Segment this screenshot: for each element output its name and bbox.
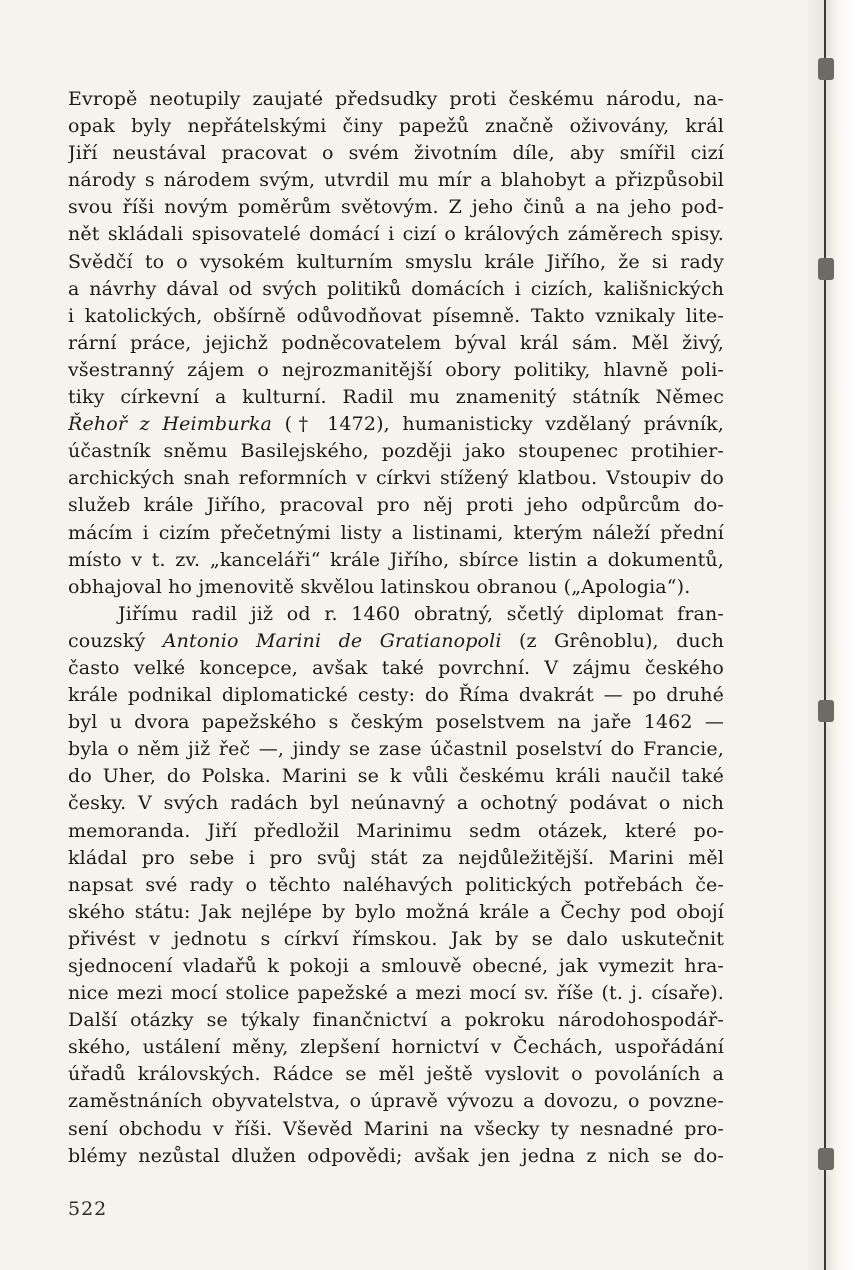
text-line: opak byly nepřátelskými činy papežů značně oživovány, král	[68, 115, 724, 138]
text-line: byl u dvora papežského s českým poselstvem na jaře 1462 —	[68, 711, 724, 734]
text-line: ského státu: Jak nejlépe by bylo možná krále a Čechy pod obojí	[68, 900, 724, 923]
text-line: obhajoval ho jmenovitě skvělou latinskou obranou („Apologia“).	[68, 575, 691, 598]
text-line: národy s národem svým, utvrdil mu mír a blahobyt a přizpůsobil	[68, 169, 724, 192]
text-line: přivést v jednotu s církví římskou. Jak by se dalo uskutečnit	[68, 927, 724, 950]
text-line: účastník sněmu Basilejského, později jako stoupenec protihier-	[68, 440, 724, 463]
text-span: (z Grênoblu), duch	[518, 629, 724, 652]
text-line: ského, ustálení měny, zlepšení hornictví v Čechách, uspořádání	[68, 1036, 724, 1059]
text-line: nice mezi mocí stolice papežské a mezi mocí sv. říše (t. j. císaře).	[68, 982, 724, 1005]
binding-clip	[818, 700, 834, 722]
text-line: i katolických, obšírně odůvodňovat písemně. Takto vznikaly lite-	[68, 304, 724, 327]
text-line: byla o něm již řeč —, jindy se zase účastnil poselství do Francie,	[68, 738, 724, 761]
text-line: sjednocení vladařů k pokoji a smlouvě obecné, jak vymezit hra-	[68, 955, 724, 977]
text-line: a návrhy dával od svých politiků domácích i cizích, kališnických	[68, 277, 724, 300]
text-line: česky. V svých radách byl neúnavný a ochotný podávat o nich	[68, 792, 724, 815]
text-line: napsat své rady o těchto naléhavých politických potřebách če-	[68, 873, 724, 896]
text-line: služeb krále Jiřího, pracoval pro něj proti jeho odpůrcům do-	[68, 494, 724, 517]
binding-clip	[818, 58, 834, 80]
page-number: 522	[68, 1198, 108, 1220]
text-line: kládal pro sebe i pro svůj stát za nejdůležitější. Marini měl	[68, 846, 724, 869]
page-edge	[808, 0, 856, 1270]
text-span: († 1472), humanisticky vzdělaný právník,	[284, 413, 724, 436]
text-line: úřadů královských. Rádce se měl ještě vyslovit o povoláních a	[68, 1063, 724, 1086]
binding-clip	[818, 1148, 834, 1170]
text-line: sení obchodu v říši. Vševěd Marini na všecky ty nesnadné pro-	[68, 1117, 724, 1140]
binding-clip	[818, 258, 834, 280]
text-line: nět skládali spisovatelé domácí i cizí o králových záměrech spisy.	[68, 223, 724, 246]
text-line: Evropě neotupily zaujaté předsudky proti českému národu, na-	[68, 88, 724, 110]
text-line: archických snah reformních v církvi stížený klatbou. Vstoupiv do	[68, 467, 724, 490]
paragraph-first-line: Jiřímu radil již od r. 1460 obratný, sčetlý diplomat fran-	[118, 602, 724, 625]
person-name: Antonio Marini de Gratianopoli	[162, 629, 502, 652]
text-line: mácím i cizím přečetnými listy a listinami, kterým náleží přední	[68, 521, 724, 544]
text-line: všestranný zájem o nejrozmanitější obory politiky, hlavně poli-	[68, 358, 724, 381]
text-line: Jiří neustával pracovat o svém životním díle, aby smířil cizí	[68, 142, 724, 165]
text-line: Další otázky se týkaly finančnictví a pokroku národohospodář-	[68, 1009, 724, 1032]
text-line: svou říši novým poměrům světovým. Z jeho činů a na jeho pod-	[68, 196, 724, 219]
text-line: rární práce, jejichž podněcovatelem býval král sám. Měl živý,	[68, 331, 724, 354]
text-line: blémy nezůstal dlužen odpovědi; avšak jen jedna z nich se do-	[68, 1144, 724, 1167]
person-name: Řehoř z Heimburka	[68, 413, 272, 436]
text-line: Svědčí to o vysokém kulturním smyslu krále Jiřího, že si rady	[68, 250, 724, 273]
text-line: memoranda. Jiří předložil Marinimu sedm otázek, které po-	[68, 819, 724, 842]
text-line: místo v t. zv. „kanceláři“ krále Jiřího, sbírce listin a dokumentů,	[68, 548, 724, 571]
text-line: zaměstnáních obyvatelstva, o úpravě vývozu a dovozu, o povzne-	[68, 1090, 724, 1113]
text-line-with-name	[68, 411, 724, 438]
text-line-with-name	[68, 628, 724, 655]
text-line: často velké koncepce, avšak také povrchní. V zájmu českého	[68, 656, 724, 679]
text-line: do Uher, do Polska. Marini se k vůli českému králi naučil také	[68, 765, 724, 788]
text-span: couzský	[68, 629, 146, 652]
text-line: krále podnikal diplomatické cesty: do Říma dvakrát — po druhé	[68, 684, 724, 707]
binding-line	[824, 0, 826, 1270]
body-text	[68, 86, 724, 1170]
text-line: tiky církevní a kulturní. Radil mu znamenitý státník Němec	[68, 386, 724, 409]
